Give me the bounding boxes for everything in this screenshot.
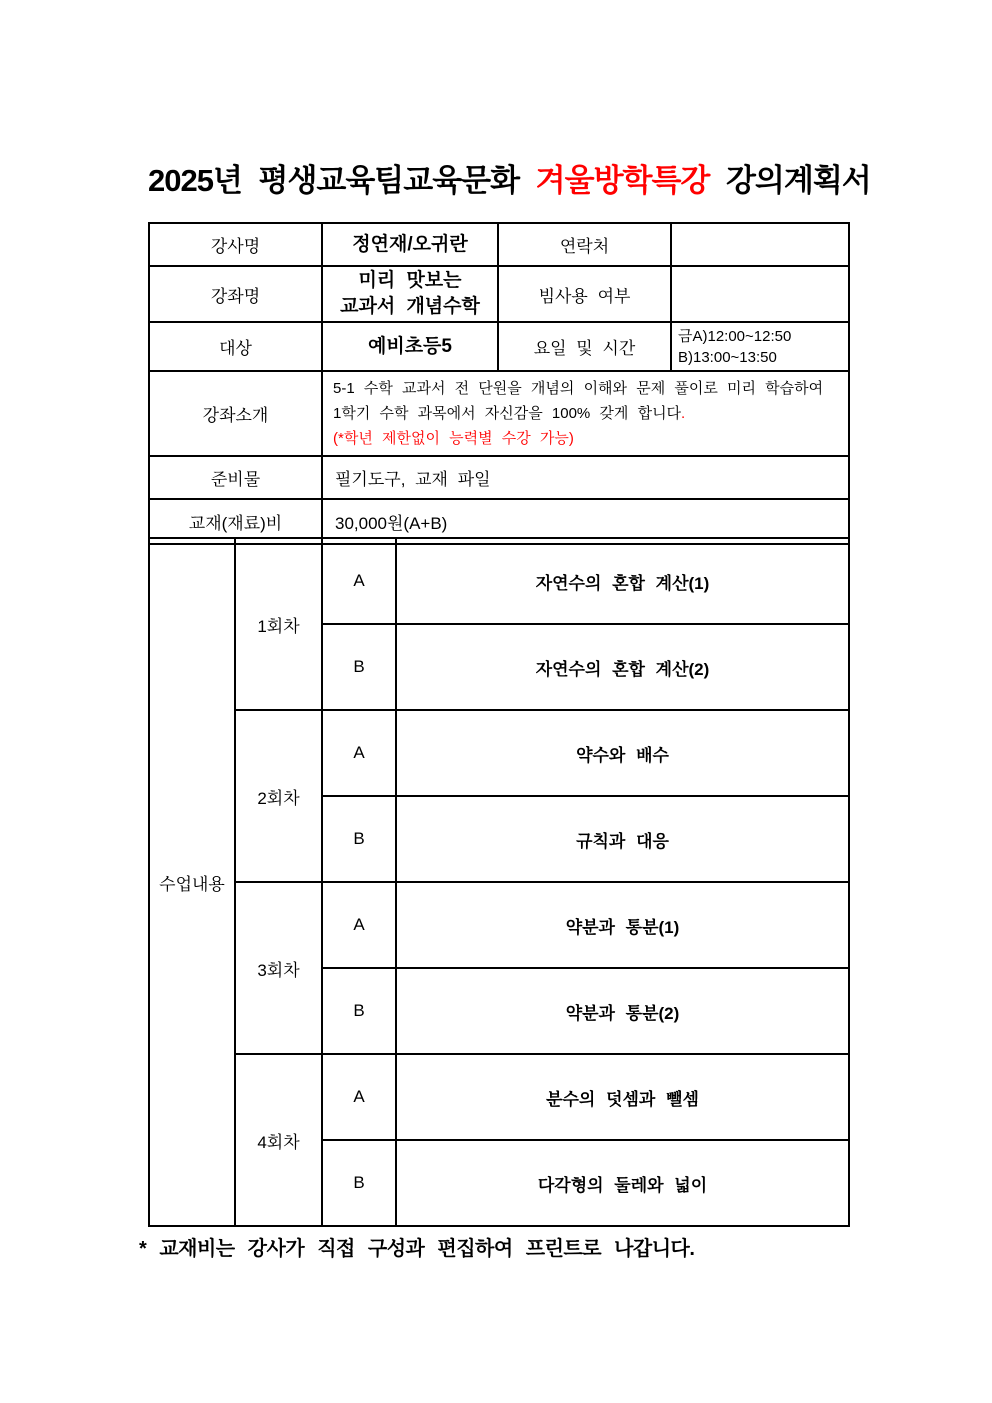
session-4-slot-b-cell: B	[322, 1140, 396, 1226]
page-title-prefix: 2025년 평생교육팀교육문화	[148, 163, 520, 198]
intro-line2: 1학기 수학 과목에서 자신감을 100% 갖게 합니다.	[333, 405, 686, 422]
contact-value-cell	[671, 223, 849, 266]
beam-usage-label-cell: 빔사용 여부	[498, 266, 671, 322]
curriculum-table	[148, 537, 850, 1227]
table-row	[149, 456, 849, 499]
table-row	[149, 223, 849, 266]
beam-usage-value-cell	[671, 266, 849, 322]
course-name-label-cell: 강좌명	[149, 266, 322, 322]
session-2-name-cell: 2회차	[235, 710, 322, 882]
session-3-name-cell: 3회차	[235, 882, 322, 1054]
fee-value-cell: 30,000원(A+B)	[322, 499, 849, 544]
schedule-line1: 금A)12:00~12:50	[678, 327, 792, 345]
table-row	[149, 538, 849, 624]
footer-note: * 교재비는 강사가 직접 구성과 편집하여 프린트로 나갑니다.	[139, 1238, 695, 1260]
fee-label-cell: 교재(재료)비	[149, 499, 322, 544]
session-3-a-content-cell: 약분과 통분(1)	[396, 882, 849, 968]
materials-label-cell: 준비물	[149, 456, 322, 499]
course-name-line1: 미리 맛보는	[358, 270, 462, 291]
course-name-line2: 교과서 개념수학	[340, 296, 480, 317]
materials-value-cell: 필기도구, 교재 파일	[322, 456, 849, 499]
table-row	[149, 710, 849, 796]
contact-label-cell: 연락처	[498, 223, 671, 266]
session-1-slot-b-cell: B	[322, 624, 396, 710]
table-row	[149, 371, 849, 456]
target-label-cell: 대상	[149, 322, 322, 371]
intro-line2-period: .	[681, 405, 686, 422]
session-2-slot-b-cell: B	[322, 796, 396, 882]
schedule-value-cell	[671, 322, 849, 371]
session-4-name-cell: 4회차	[235, 1054, 322, 1226]
session-2-a-content-cell: 약수와 배수	[396, 710, 849, 796]
intro-label-cell: 강좌소개	[149, 371, 322, 456]
session-1-b-content-cell: 자연수의 혼합 계산(2)	[396, 624, 849, 710]
table-row	[149, 266, 849, 322]
page-title-suffix: 강의계획서	[725, 163, 871, 198]
session-2-b-content-cell: 규칙과 대응	[396, 796, 849, 882]
page-title-highlight: 겨울방학특강	[535, 163, 710, 198]
target-value-cell: 예비초등5	[322, 322, 498, 371]
table-row	[149, 1054, 849, 1140]
course-name-value-cell	[322, 266, 498, 322]
session-2-slot-a-cell: A	[322, 710, 396, 796]
session-4-slot-a-cell: A	[322, 1054, 396, 1140]
curriculum-label-cell: 수업내용	[149, 538, 235, 1226]
instructor-value-cell: 정연재/오귀란	[322, 223, 498, 266]
session-4-b-content-cell: 다각형의 둘레와 넓이	[396, 1140, 849, 1226]
session-4-a-content-cell: 분수의 덧셈과 뺄셈	[396, 1054, 849, 1140]
schedule-line2: B)13:00~13:50	[678, 348, 777, 366]
table-row	[149, 882, 849, 968]
session-1-slot-a-cell: A	[322, 538, 396, 624]
session-1-name-cell: 1회차	[235, 538, 322, 710]
instructor-label-cell: 강사명	[149, 223, 322, 266]
page-title	[148, 155, 871, 200]
intro-line3-note: (*학년 제한없이 능력별 수강 가능)	[333, 430, 574, 447]
session-3-slot-b-cell: B	[322, 968, 396, 1054]
session-1-a-content-cell: 자연수의 혼합 계산(1)	[396, 538, 849, 624]
session-3-b-content-cell: 약분과 통분(2)	[396, 968, 849, 1054]
course-info-table	[148, 222, 850, 545]
intro-value-cell	[322, 371, 849, 456]
session-3-slot-a-cell: A	[322, 882, 396, 968]
schedule-label-cell: 요일 및 시간	[498, 322, 671, 371]
intro-line1: 5-1 수학 교과서 전 단원을 개념의 이해와 문제 풀이로 미리 학습하여	[333, 380, 824, 397]
table-row	[149, 322, 849, 371]
